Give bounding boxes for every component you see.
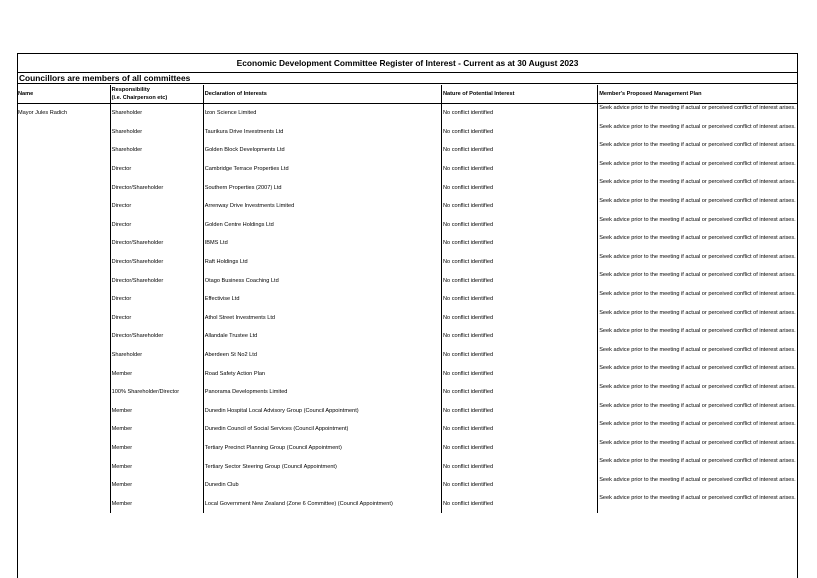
cell-plan: Seek advice prior to the meeting if actual or perceived conflict of interest arises. [598, 457, 798, 476]
table-row [17, 197, 798, 216]
cell-plan: Seek advice prior to the meeting if actual or perceived conflict of interest arises. [598, 141, 798, 160]
cell-nature: No conflict identified [442, 197, 598, 216]
cell-declaration: Arrenway Drive Investments Limited [203, 197, 441, 216]
cell-declaration: Allandale Trustee Ltd [203, 327, 441, 346]
register-sheet [17, 53, 798, 578]
table-row [17, 178, 798, 197]
cell-responsibility: Member [110, 439, 203, 458]
table-row [17, 383, 798, 402]
register-table [17, 85, 798, 513]
cell-name [17, 383, 110, 402]
column-header-plan: Member's Proposed Management Plan [598, 85, 798, 104]
cell-responsibility: Director/Shareholder [110, 271, 203, 290]
cell-declaration: Cambridge Terrace Properties Ltd [203, 160, 441, 179]
cell-nature: No conflict identified [442, 271, 598, 290]
cell-plan: Seek advice prior to the meeting if actual or perceived conflict of interest arises. [598, 402, 798, 421]
cell-nature: No conflict identified [442, 364, 598, 383]
header-row [17, 85, 798, 104]
cell-plan: Seek advice prior to the meeting if actual or perceived conflict of interest arises. [598, 476, 798, 495]
cell-declaration: Tertiary Sector Steering Group (Council Appointment) [203, 457, 441, 476]
cell-name [17, 271, 110, 290]
cell-plan: Seek advice prior to the meeting if actual or perceived conflict of interest arises. [598, 216, 798, 235]
cell-nature: No conflict identified [442, 141, 598, 160]
cell-declaration: Local Government New Zealand (Zone 6 Committee) (Council Appointment) [203, 494, 441, 513]
cell-nature: No conflict identified [442, 494, 598, 513]
cell-declaration: Aberdeen St No2 Ltd [203, 346, 441, 365]
cell-name: Mayor Jules Radich [18, 110, 68, 117]
cell-plan: Seek advice prior to the meeting if actual or perceived conflict of interest arises. [598, 383, 798, 402]
table-row [17, 234, 798, 253]
cell-name [17, 439, 110, 458]
table-row [17, 364, 798, 383]
cell-nature: No conflict identified [442, 383, 598, 402]
document-subtitle: Councillors are members of all committees [17, 73, 798, 84]
cell-name [17, 216, 110, 235]
cell-nature: No conflict identified [442, 457, 598, 476]
cell-responsibility: Member [110, 476, 203, 495]
cell-name [17, 476, 110, 495]
cell-declaration: Road Safety Action Plan [203, 364, 441, 383]
cell-declaration: Izon Science Limited [203, 104, 441, 123]
table-row [17, 457, 798, 476]
cell-name [17, 364, 110, 383]
cell-name [17, 327, 110, 346]
table-row [17, 216, 798, 235]
table-row [17, 327, 798, 346]
cell-declaration: Golden Block Developments Ltd [203, 141, 441, 160]
table-row [17, 494, 798, 513]
column-header-name: Name [17, 85, 110, 104]
cell-declaration: Golden Centre Holdings Ltd [203, 216, 441, 235]
cell-plan: Seek advice prior to the meeting if actual or perceived conflict of interest arises. [598, 364, 798, 383]
cell-declaration: Dunedin Club [203, 476, 441, 495]
table-row [17, 253, 798, 272]
cell-name [17, 123, 110, 142]
cell-nature: No conflict identified [442, 476, 598, 495]
cell-nature: No conflict identified [442, 253, 598, 272]
cell-declaration: Dunedin Hospital Local Advisory Group (Council Appointment) [203, 402, 441, 421]
cell-plan: Seek advice prior to the meeting if actual or perceived conflict of interest arises. [598, 104, 798, 123]
cell-nature: No conflict identified [442, 402, 598, 421]
cell-name [17, 309, 110, 328]
cell-plan: Seek advice prior to the meeting if actual or perceived conflict of interest arises. [598, 327, 798, 346]
cell-responsibility: Director/Shareholder [110, 327, 203, 346]
cell-nature: No conflict identified [442, 309, 598, 328]
cell-plan: Seek advice prior to the meeting if actual or perceived conflict of interest arises. [598, 160, 798, 179]
cell-nature: No conflict identified [442, 420, 598, 439]
cell-declaration: Dunedin Council of Social Services (Council Appointment) [203, 420, 441, 439]
table-row [17, 141, 798, 160]
cell-name [17, 197, 110, 216]
table-row [17, 476, 798, 495]
cell-declaration: Athol Street Investments Ltd [203, 309, 441, 328]
table-row [17, 123, 798, 142]
cell-name [17, 346, 110, 365]
cell-name [17, 178, 110, 197]
cell-declaration: Panorama Developments Limited [203, 383, 441, 402]
cell-responsibility: Member [110, 420, 203, 439]
table-row [17, 420, 798, 439]
cell-plan: Seek advice prior to the meeting if actual or perceived conflict of interest arises. [598, 178, 798, 197]
cell-declaration: Tertiary Precinct Planning Group (Council Appointment) [203, 439, 441, 458]
table-row [17, 346, 798, 365]
cell-plan: Seek advice prior to the meeting if actual or perceived conflict of interest arises. [598, 253, 798, 272]
cell-responsibility: Director/Shareholder [110, 178, 203, 197]
cell-name [17, 160, 110, 179]
cell-responsibility: Shareholder [110, 346, 203, 365]
cell-plan: Seek advice prior to the meeting if actual or perceived conflict of interest arises. [598, 309, 798, 328]
column-header-responsibility [110, 85, 203, 104]
cell-responsibility: Member [110, 457, 203, 476]
document-title: Economic Development Committee Register of Interest - Current as at 30 August 2023 [17, 53, 798, 73]
responsibility-header-line-1: Responsibility [111, 87, 150, 93]
cell-plan: Seek advice prior to the meeting if actual or perceived conflict of interest arises. [598, 494, 798, 513]
cell-plan: Seek advice prior to the meeting if actual or perceived conflict of interest arises. [598, 234, 798, 253]
table-row [17, 271, 798, 290]
cell-responsibility: Member [110, 494, 203, 513]
table-row [17, 402, 798, 421]
cell-declaration: Effectivise Ltd [203, 290, 441, 309]
table-row [17, 290, 798, 309]
outer-border-left [17, 53, 18, 578]
cell-plan: Seek advice prior to the meeting if actual or perceived conflict of interest arises. [598, 123, 798, 142]
cell-nature: No conflict identified [442, 234, 598, 253]
cell-nature: No conflict identified [442, 346, 598, 365]
table-row [17, 160, 798, 179]
cell-declaration: Otago Business Coaching Ltd [203, 271, 441, 290]
cell-responsibility: Shareholder [110, 123, 203, 142]
outer-border-top [17, 53, 797, 54]
cell-nature: No conflict identified [442, 160, 598, 179]
cell-responsibility: Director/Shareholder [110, 234, 203, 253]
cell-responsibility: Director [110, 309, 203, 328]
cell-plan: Seek advice prior to the meeting if actual or perceived conflict of interest arises. [598, 197, 798, 216]
cell-plan: Seek advice prior to the meeting if actual or perceived conflict of interest arises. [598, 271, 798, 290]
cell-responsibility: Director [110, 216, 203, 235]
column-header-nature: Nature of Potential Interest [442, 85, 598, 104]
table-row [17, 104, 798, 123]
cell-nature: No conflict identified [442, 104, 598, 123]
responsibility-header-line-2: (i.e. Chairperson etc) [111, 95, 168, 101]
cell-responsibility: Director [110, 290, 203, 309]
cell-responsibility: Director [110, 160, 203, 179]
column-header-declaration: Declaration of Interests [203, 85, 441, 104]
cell-responsibility: Director/Shareholder [110, 253, 203, 272]
cell-responsibility: Director [110, 197, 203, 216]
cell-nature: No conflict identified [442, 290, 598, 309]
cell-declaration: IBMS Ltd [203, 234, 441, 253]
cell-nature: No conflict identified [442, 123, 598, 142]
cell-name [17, 253, 110, 272]
cell-plan: Seek advice prior to the meeting if actual or perceived conflict of interest arises. [598, 290, 798, 309]
cell-declaration: Southern Properties (2007) Ltd [203, 178, 441, 197]
cell-nature: No conflict identified [442, 216, 598, 235]
cell-responsibility: Shareholder [110, 141, 203, 160]
cell-name [17, 234, 110, 253]
cell-nature: No conflict identified [442, 178, 598, 197]
table-row [17, 309, 798, 328]
cell-responsibility: Member [110, 364, 203, 383]
cell-plan: Seek advice prior to the meeting if actual or perceived conflict of interest arises. [598, 439, 798, 458]
cell-name [17, 141, 110, 160]
cell-declaration: Raft Holdings Ltd [203, 253, 441, 272]
outer-border-right [797, 53, 798, 578]
cell-plan: Seek advice prior to the meeting if actual or perceived conflict of interest arises. [598, 346, 798, 365]
cell-responsibility: Shareholder [110, 104, 203, 123]
table-row [17, 439, 798, 458]
register-rows [17, 104, 798, 514]
cell-name [17, 420, 110, 439]
cell-name [17, 494, 110, 513]
cell-responsibility: Member [110, 402, 203, 421]
cell-name [17, 402, 110, 421]
cell-declaration: Taurikura Drive Investments Ltd [203, 123, 441, 142]
cell-name [17, 290, 110, 309]
cell-name [17, 457, 110, 476]
cell-nature: No conflict identified [442, 439, 598, 458]
cell-nature: No conflict identified [442, 327, 598, 346]
cell-plan: Seek advice prior to the meeting if actual or perceived conflict of interest arises. [598, 420, 798, 439]
cell-responsibility: 100% Shareholder/Director [110, 383, 203, 402]
